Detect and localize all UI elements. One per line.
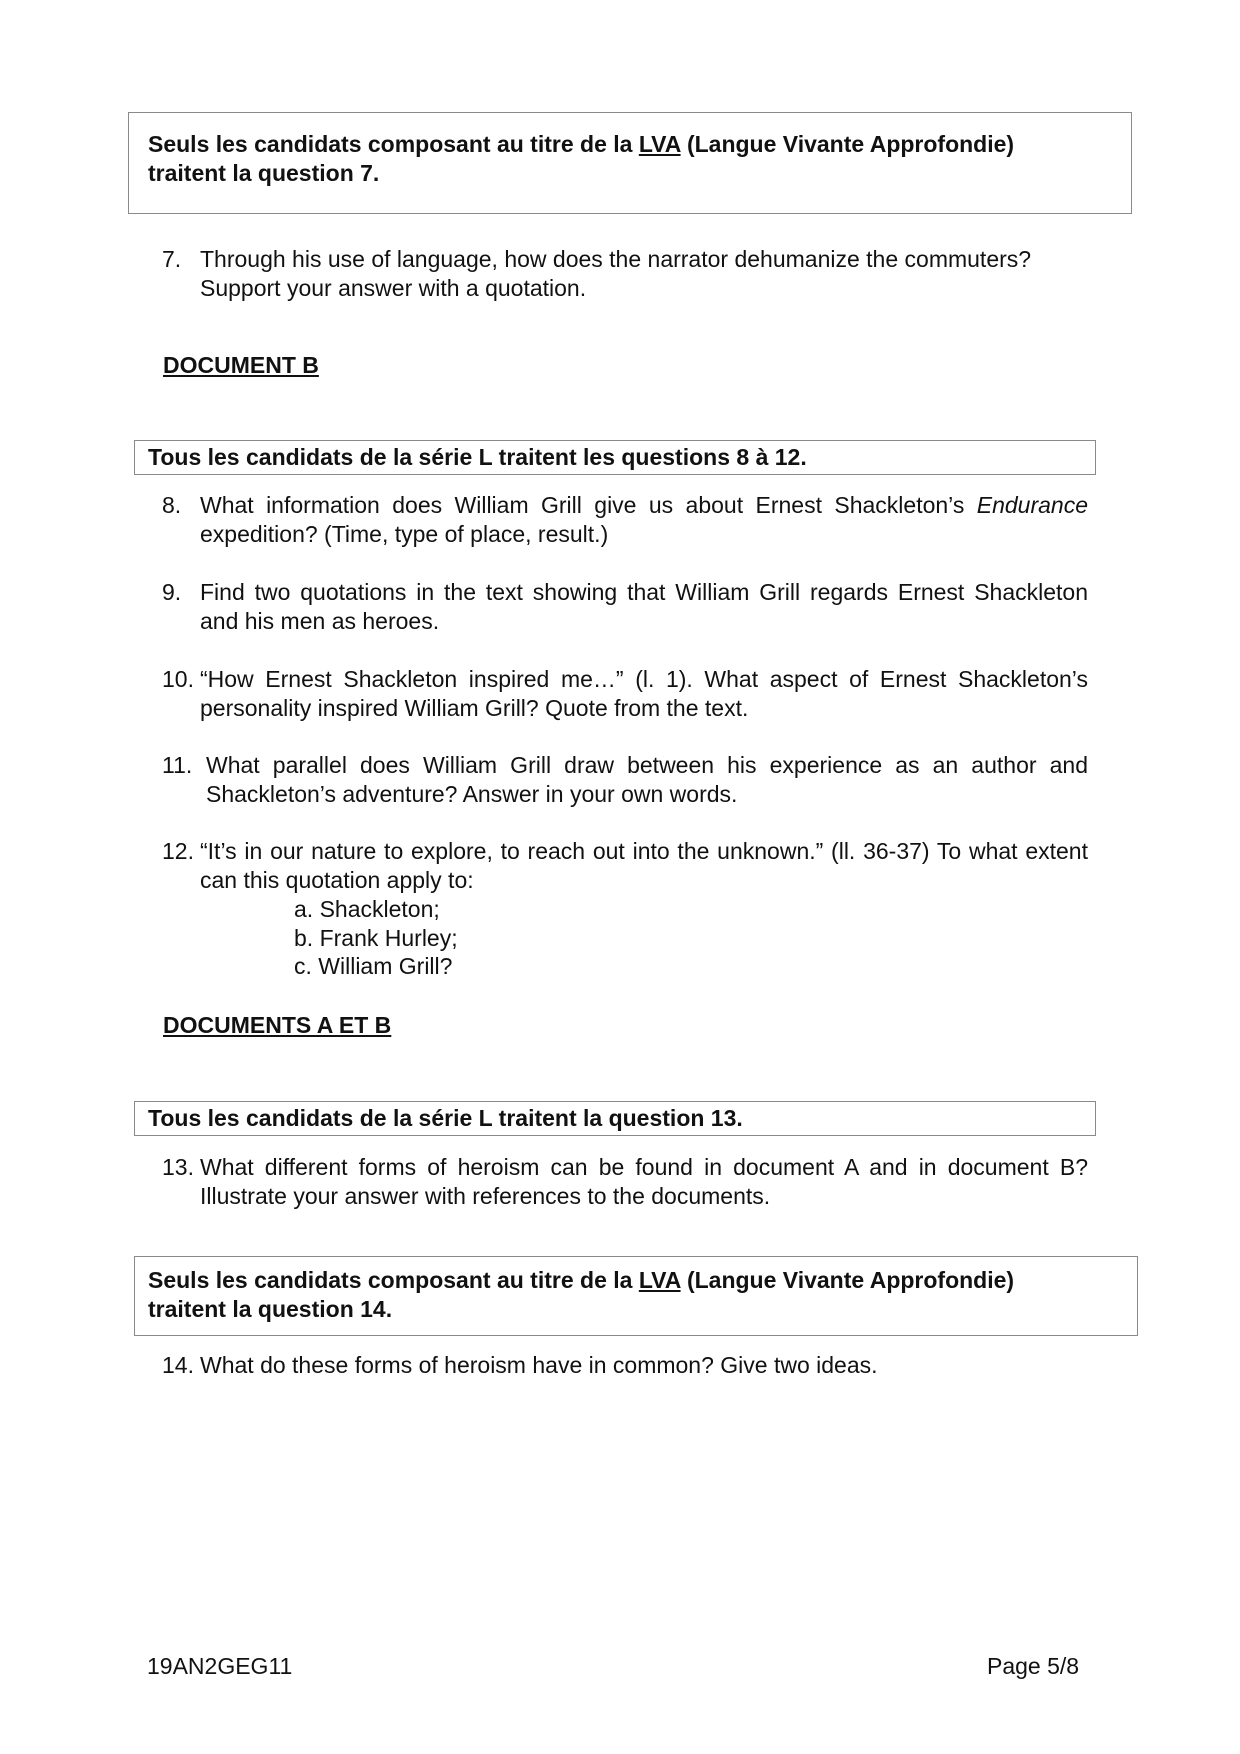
serie-l-notice-text: Tous les candidats de la série L traitent la question 13. [148,1105,743,1131]
lva-notice-box-q14 [134,1256,1138,1336]
lva-notice-text: Seuls les candidats composant au titre de la LVA (Langue Vivante Approfondie) traitent la question 14. [148,1267,1015,1322]
question-text: What different forms of heroism can be found in document A and in document B? Illustrate your answer with references to the documents. [200,1154,1088,1209]
section-heading-document-b: DOCUMENT B [163,352,319,378]
footer-exam-code: 19AN2GEG11 [147,1653,293,1679]
question-text-line: Through his use of language, how does the narrator dehumanize the commuters? [200,246,1032,272]
question-14 [162,1351,1088,1380]
list-item: a. Shackleton; [294,896,440,922]
question-number: 11. [162,752,193,778]
lva-notice-box-q7 [128,112,1132,214]
question-11 [162,751,1088,809]
question-text-line: Support your answer with a quotation. [200,275,587,301]
question-number: 14. [162,1352,194,1378]
list-item: b. Frank Hurley; [294,925,458,951]
section-heading-documents-a-et-b: DOCUMENTS A ET B [163,1012,392,1038]
serie-l-notice-text: Tous les candidats de la série L traitent les questions 8 à 12. [148,444,807,470]
list-item: c. William Grill? [294,953,453,979]
question-10 [162,665,1088,723]
question-text: “It’s in our nature to explore, to reach out into the unknown.” (ll. 36-37) To what extent can this quotation apply to: [200,838,1088,893]
title-endurance: Endurance [976,492,1088,518]
question-13 [162,1153,1088,1211]
question-number: 8. [162,492,182,518]
question-number: 12. [162,838,194,864]
serie-l-notice-box-q13 [134,1101,1096,1136]
question-text: Find two quotations in the text showing that William Grill regards Ernest Shackleton and his men as heroes. [200,579,1088,634]
question-number: 7. [162,246,182,272]
question-number: 13. [162,1154,194,1180]
question-text: What do these forms of heroism have in common? Give two ideas. [200,1352,878,1378]
question-12 [162,837,1088,895]
question-8: 8. What information does William Grill give us about Ernest Shackleton’s Endurance expedition? (Time, type of place, result.) [162,492,1088,547]
question-9 [162,578,1088,636]
serie-l-notice-box-q8-12 [134,440,1096,475]
lva-abbrev: LVA [638,1267,681,1293]
question-number: 9. [162,579,182,605]
footer-page-number: Page 5/8 [987,1653,1080,1679]
question-7 [162,245,1088,303]
lva-abbrev: LVA [638,131,681,157]
question-text: “How Ernest Shackleton inspired me…” (l. 1). What aspect of Ernest Shackleton’s personality inspired William Grill? Quote from the text. [200,666,1088,721]
lva-notice-text: Seuls les candidats composant au titre de la LVA (Langue Vivante Approfondie) traitent la question 7. [148,131,1015,186]
question-text: What parallel does William Grill draw between his experience as an author and Shackleton’s adventure? Answer in your own words. [206,752,1088,807]
question-number: 10. [162,666,194,692]
